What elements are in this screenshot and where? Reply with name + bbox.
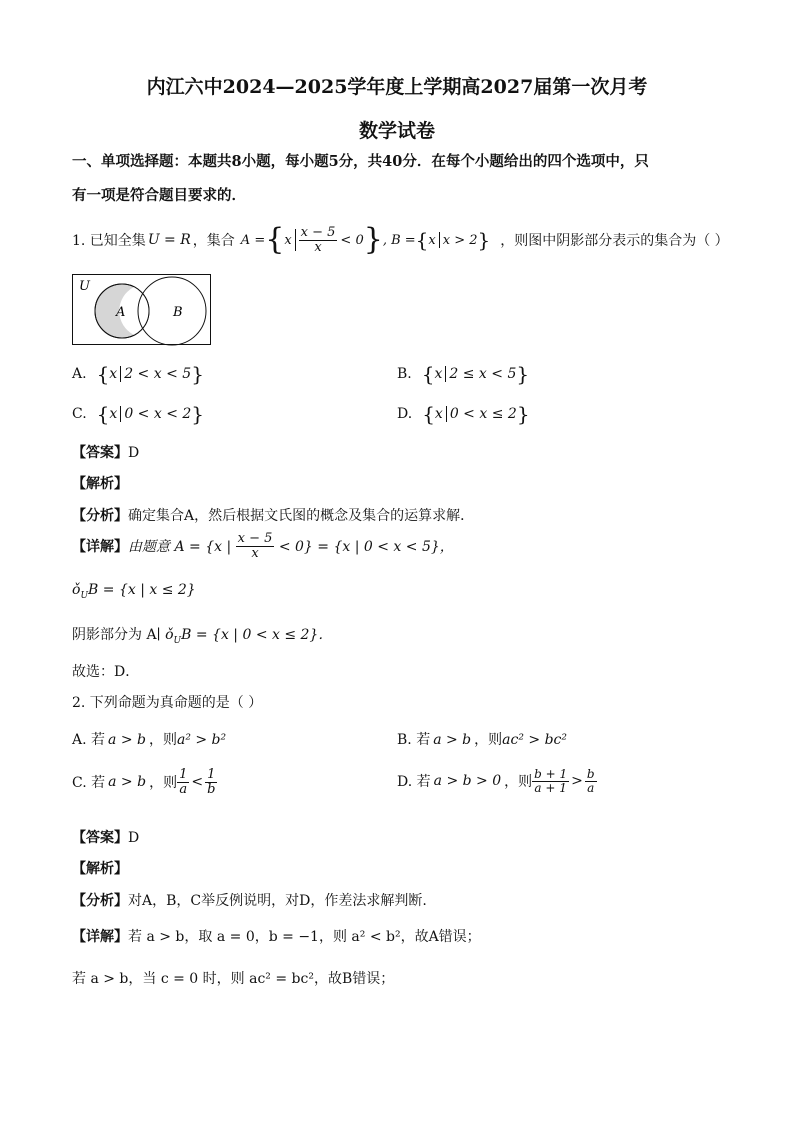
q1-fenxi <box>72 505 474 525</box>
q1-complement <box>72 582 196 601</box>
q2-d-f1d: a + 1 <box>534 780 567 795</box>
q1-option-b-cond: 2 ≤ x < 5 <box>449 366 517 382</box>
q2-option-a-res: a² > b² <box>176 732 227 748</box>
q2-option-d-frac2 <box>585 768 597 794</box>
complement-sub: U <box>80 590 89 601</box>
q2-c-f1n: 1 <box>179 767 188 782</box>
q2-c-f1d: a <box>179 781 188 797</box>
q2-answer-value: D <box>128 830 140 846</box>
q1-fenxi-text: 确定集合A，然后根据文氏图的概念及集合的运算求解． <box>128 508 475 524</box>
q2-option-b-res: ac² > bc² <box>502 732 568 748</box>
q2-option-d-cond: a > b > 0 <box>433 773 502 790</box>
venn-label-a: A <box>116 305 126 320</box>
q2-answer-tag: 【答案】 <box>72 830 128 846</box>
q1-shadow-post: B = {x | 0 < x ≤ 2}． <box>181 627 333 643</box>
q2-c-f2n: 1 <box>205 768 217 783</box>
q2-option-a-label: A. 若 <box>72 732 106 748</box>
q2-option-c-frac1 <box>177 768 189 796</box>
q1-analysis-tag: 【解析】 <box>72 476 128 492</box>
q2-option-d-frac1 <box>532 768 569 794</box>
q1-xiangjie-num: x − 5 <box>237 531 273 546</box>
q1-option-c-cond: 0 < x < 2 <box>124 406 192 422</box>
q1-shadow <box>72 624 332 646</box>
q2-option-c-mid: ，则 <box>149 775 178 792</box>
q2-xiangjie-text: 若 a > b，取 a = 0，b = −1，则 a² < b²，故A错误； <box>128 929 481 945</box>
q2-d-f2d: a <box>587 780 595 795</box>
q1-seta-cond: < 0 <box>340 232 364 248</box>
q1-set-def: A = { x $\frac{x - 5}{x}$ < 0 } , B = { x x > 2 } <box>240 222 491 257</box>
complement-sub: U <box>173 635 182 646</box>
q1-frac-den: x <box>314 239 322 255</box>
q2-option-c-cond: a > b <box>108 774 147 791</box>
q2-d-f1n: b + 1 <box>534 767 568 781</box>
q2-xiangjie-tag: 【详解】 <box>72 929 128 945</box>
q2-xiangjie <box>72 926 481 946</box>
q2-option-a <box>72 729 226 749</box>
q1-xiangjie-pre: 由题意 A = {x | <box>128 539 236 556</box>
q1-mid: ，集合 <box>192 233 235 249</box>
q1-suffix: ，则图中阴影部分表示的集合为（ ） <box>500 233 729 249</box>
complement-symbol: ǒ <box>72 582 81 598</box>
q1-xiangjie-post: < 0} = {x | 0 < x < 5}， <box>274 539 454 556</box>
page-title: 内江六中2024—2025学年度上学期高2027届第一次月考 <box>146 76 648 98</box>
q1-xiangjie-frac <box>236 532 275 560</box>
q1-prefix: 1. 已知全集 <box>72 233 146 249</box>
q1-answer-value: D <box>128 445 140 461</box>
q1-option-d: D. {x 0 < x ≤ 2} <box>397 402 530 426</box>
venn-label-u: U <box>79 279 90 294</box>
q2-fenxi <box>72 890 427 910</box>
q1-complement-text: B = {x | x ≤ 2} <box>88 582 196 598</box>
q1-answer-tag: 【答案】 <box>72 445 128 461</box>
q2-option-d <box>397 768 597 794</box>
venn-diagram <box>72 274 212 346</box>
q2-stem: 2. 下列命题为真命题的是（ ） <box>72 695 263 711</box>
complement-symbol: ǒ <box>165 627 174 643</box>
q2-option-a-cond: a > b <box>108 732 146 748</box>
q2-option-c-frac2 <box>205 768 217 796</box>
q2-option-b-mid: ，则 <box>474 732 503 748</box>
q2-d-f2n: b <box>586 767 595 781</box>
q2-line2: 若 a > b，当 c = 0 时，则 ac² = bc²，故B错误； <box>72 971 395 987</box>
section-heading-line2: 有一项是符合题目要求的． <box>72 187 246 204</box>
q2-option-b-label: B. 若 <box>397 732 431 748</box>
q2-c-f2d: b <box>207 781 216 797</box>
q1-option-c: C. {x 0 < x < 2} <box>72 402 205 426</box>
q2-analysis-tag: 【解析】 <box>72 861 128 877</box>
q1-shadow-pre: 阴影部分为 A∣ <box>72 627 166 643</box>
q1-seta-var: x <box>284 232 292 248</box>
q1-answer <box>72 442 139 462</box>
q1-option-a-label: A. <box>72 366 87 382</box>
q2-option-c-op: < <box>191 774 204 791</box>
q2-option-d-mid: ，则 <box>504 774 533 791</box>
q1-stem <box>72 220 729 260</box>
venn-label-b: B <box>173 305 183 320</box>
q2-answer <box>72 827 139 847</box>
q2-option-c <box>72 768 217 796</box>
q2-option-c-label: C. 若 <box>72 775 106 792</box>
q2-option-b <box>397 729 567 749</box>
q2-fenxi-text: 对A，B，C举反例说明，对D，作差法求解判断. <box>128 893 427 909</box>
q1-setb-cond: x > 2 <box>442 232 478 248</box>
q1-xiangjie-den: x <box>251 545 259 561</box>
q1-seta-frac <box>299 226 338 254</box>
q1-frac-num: x − 5 <box>300 224 336 240</box>
q1-option-b: B. {x 2 ≤ x < 5} <box>397 362 530 386</box>
section-heading-line1: 一、单项选择题：本题共8小题，每小题5分，共40分．在每个小题给出的四个选项中，只 <box>72 153 649 170</box>
q2-option-b-cond: a > b <box>433 732 472 748</box>
q1-setb-label: , B = <box>382 232 416 248</box>
q1-option-a: A. {x 2 < x < 5} <box>72 362 204 386</box>
q1-seta-left: A = <box>240 232 266 248</box>
q2-option-a-mid: ，则 <box>148 732 177 748</box>
q1-option-d-label: D. <box>397 406 413 422</box>
q1-fenxi-tag: 【分析】 <box>72 508 128 524</box>
q2-option-d-label: D. 若 <box>397 774 431 791</box>
q1-choose: 故选：D． <box>72 664 140 680</box>
q2-fenxi-tag: 【分析】 <box>72 893 128 909</box>
q1-universal: U = R <box>147 232 191 248</box>
q1-option-a-cond: 2 < x < 5 <box>124 366 192 382</box>
q2-option-d-op: > <box>571 773 583 790</box>
q1-xiangjie <box>72 532 454 560</box>
q1-option-b-label: B. <box>397 366 412 382</box>
q1-option-d-cond: 0 < x ≤ 2 <box>449 406 517 422</box>
q1-option-c-label: C. <box>72 406 87 422</box>
page-subtitle: 数学试卷 <box>358 120 435 142</box>
q1-xiangjie-tag: 【详解】 <box>72 539 128 556</box>
